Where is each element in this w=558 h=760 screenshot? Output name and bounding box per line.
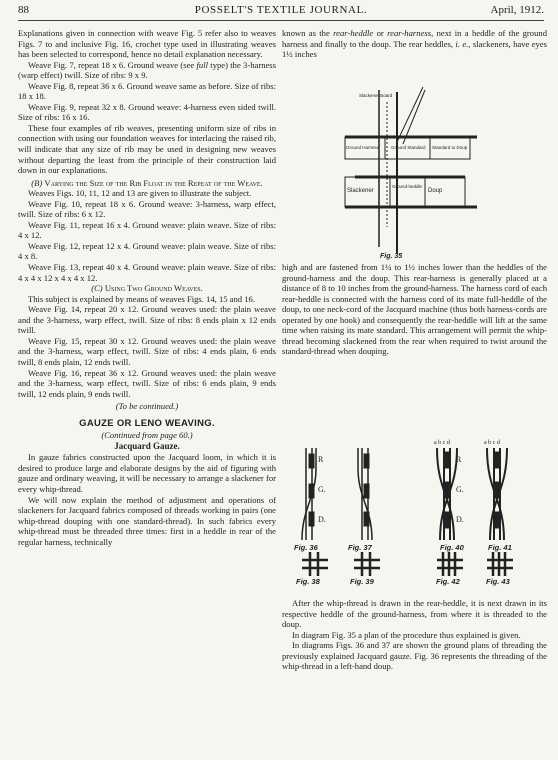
fig41-caption: Fig. 41 — [488, 543, 512, 552]
fig35-label-standard-to-doup: Standard to Doup — [432, 145, 468, 150]
paragraph: This subject is explained by means of weaves Figs. 14, 15 and 16. — [28, 293, 255, 304]
paragraph: Explanations given in connection with weave Fig. 5 refer also to weaves Figs. 7 to and inclusive Fig. 16, crochet type used in illustrating weaves has been selected to correspond, hence no detail explanation necessary. — [18, 28, 276, 60]
paragraph: Weave Fig. 7, repeat 18 x 6. Ground weave (see full type) the 3-harness (warp effect) twill. Size of ribs: 9 x 9. — [18, 59, 276, 81]
fig40-letter-r: R — [456, 455, 462, 464]
fig40-letters-abcd: a b c d — [434, 440, 450, 446]
left-column — [18, 28, 276, 547]
header-rule — [18, 20, 544, 21]
fig38-caption: Fig. 38 — [296, 577, 320, 586]
fig36-letter-d: D. — [318, 515, 326, 524]
fig35-label-doup: Doup — [428, 188, 443, 194]
paragraph: Weave Fig. 10, repeat 18 x 6. Ground weave: 3-harness, warp effect, twill. Size of ribs: 6 x 12. — [18, 198, 276, 220]
fig35-diagram — [305, 82, 480, 260]
page-header — [18, 4, 544, 20]
paragraph: In gauze fabrics constructed upon the Jacquard loom, in which it is desired to produce large and elaborate designs by the aid of figuring with gauze and ordinary weaving, it will be necessary to arrange a slackener for every whip-thread. — [18, 452, 276, 494]
section-heading-c: (C) Using Two Ground Weaves. — [91, 283, 203, 294]
paragraph: Weave Fig. 11, repeat 16 x 4. Ground weave: plain weave. Size of ribs: 4 x 12. — [18, 219, 276, 241]
right-column-bottom — [282, 598, 547, 672]
paragraph: Weave Fig. 14, repeat 20 x 12. Ground weaves used: the plain weave and the 3-harness, warp effect, twill. Size of ribs: 8 ends plain x 12 ends twill. — [18, 304, 276, 336]
paragraph: After the whip-thread is drawn in the rear-heddle, it is next drawn in its respective heddle of the ground-harness, from where it is threaded to the doup. — [282, 598, 547, 630]
gauze-continued-note: (Continued from page 60.) — [101, 430, 193, 441]
fig41-letters-abcd: a b c d — [484, 440, 500, 446]
paragraph: Weave Fig. 16, repeat 36 x 12. Ground weaves used: the plain weave and the 3-harness, warp effect, twill. Size of ribs: 6 ends plain, 9 ends twill, 12 ends plain, 9 ends twill. — [18, 367, 276, 399]
page-number: 88 — [18, 4, 29, 16]
fig35-label-ground-standard: Ground Standard — [391, 145, 426, 150]
paragraph: Weaves Figs. 10, 11, 12 and 13 are given to illustrate the subject. — [28, 188, 252, 199]
paragraph: Weave Fig. 8, repeat 36 x 6. Ground weave same as before. Size of ribs: 18 x 18. — [18, 80, 276, 102]
fig35-label-slackener: Slackener — [347, 188, 374, 194]
gauze-heading: GAUZE OR LENO WEAVING. — [79, 417, 215, 429]
fig35-caption: Fig. 35 — [380, 253, 403, 260]
jacquard-heading: Jacquard Gauze. — [114, 440, 180, 451]
paragraph: Weave Fig. 12, repeat 12 x 4. Ground weave: plain weave. Size of ribs: 4 x 8. — [18, 240, 276, 262]
paragraph: Weave Fig. 13, repeat 40 x 4. Ground weave: plain weave. Size of ribs: 4 x 4 x 12 x 4 x 4 x 12. — [18, 262, 276, 283]
right-column-top — [282, 28, 547, 60]
fig35-label-ground-heddle: Ground-heddle — [392, 184, 423, 189]
fig35-label-ground-harness: Ground Harness — [346, 145, 380, 150]
paragraph: In diagrams Figs. 36 and 37 are shown the ground plans of threading the previously explained Jacquard gauze. Fig. 36 represents the threading of the whip-thread in a left-hand doup. — [282, 640, 547, 672]
fig39-caption: Fig. 39 — [350, 577, 374, 586]
fig36-letter-r: R — [318, 455, 324, 464]
fig40-caption: Fig. 40 — [440, 543, 464, 552]
journal-title: POSSELT'S TEXTILE JOURNAL. — [194, 4, 368, 16]
paragraph: In diagram Fig. 35 a plan of the procedure thus explained is given. — [292, 629, 521, 640]
section-heading-b: (B) Varying the Size of the Rib Float in the Repeat of the Weave. — [31, 177, 263, 188]
fig40-letter-d: D. — [456, 515, 464, 524]
figs-36-43-diagram — [282, 438, 547, 586]
fig43-caption: Fig. 43 — [486, 577, 510, 586]
fig40-letter-g: G. — [456, 485, 464, 494]
paragraph: known as the rear-heddle or rear-harness, next in a heddle of the ground harness and finally to the doup. The rear heddles, i. e., slackeners, have eyes 1½ inches — [282, 28, 547, 60]
fig36-letter-g: G. — [318, 485, 326, 494]
right-column-middle — [282, 262, 547, 357]
paragraph: We will now explain the method of adjustment and operations of slackeners for Jacquard fabrics composed of threads working in pairs (one whip-thread douping with one standard-thread). In such fabrics every whip-thread must be threaded three times: first in a heddle in rear of the regular harness, technically — [18, 494, 276, 547]
fig35-label-slackener-board: Slackener Board — [359, 93, 393, 98]
to-be-continued: (To be continued.) — [115, 401, 179, 412]
fig36-caption: Fig. 36 — [294, 543, 318, 552]
issue-date: April, 1912. — [490, 4, 544, 16]
fig37-caption: Fig. 37 — [348, 543, 372, 552]
paragraph: high and are fastened from 1¼ to 1½ inches lower than the heddles of the ground-harness and the doup. This rear-harness is generally placed at a distance of 8 to 10 inches from the ground-harness. The harness cord of each rear-heddle is connected with the harness cord of its mate full-heddle of the doup, to one neck-cord of the Jacquard machine (thus both harness-cords are operated by one hook) and consequently the rear-heddle will lift at the same time when raising its mate standard. This arrangement will permit the whip-thread becoming slackened from the rear when required to twist around the standard-thread when douping. — [282, 262, 547, 357]
fig42-caption: Fig. 42 — [436, 577, 460, 586]
paragraph: Weave Fig. 9, repeat 32 x 8. Ground weave: 4-harness even sided twill. Size of ribs: 16 x 16. — [18, 101, 276, 123]
paragraph: These four examples of rib weaves, presenting uniform size of ribs in connection with using our foundation weaves for interlacing the raised rib, will indicate that any size of rib may be used in designing new weaves without departing the least from the principle of their construction laid down in our explanations. — [18, 122, 276, 176]
paragraph: Weave Fig. 15, repeat 30 x 12. Ground weaves used: the plain weave and the 3-harness, warp effect, twill. Size of ribs: 4 ends plain, 6 ends twill, 8 ends plain, 12 ends twill. — [18, 335, 276, 367]
